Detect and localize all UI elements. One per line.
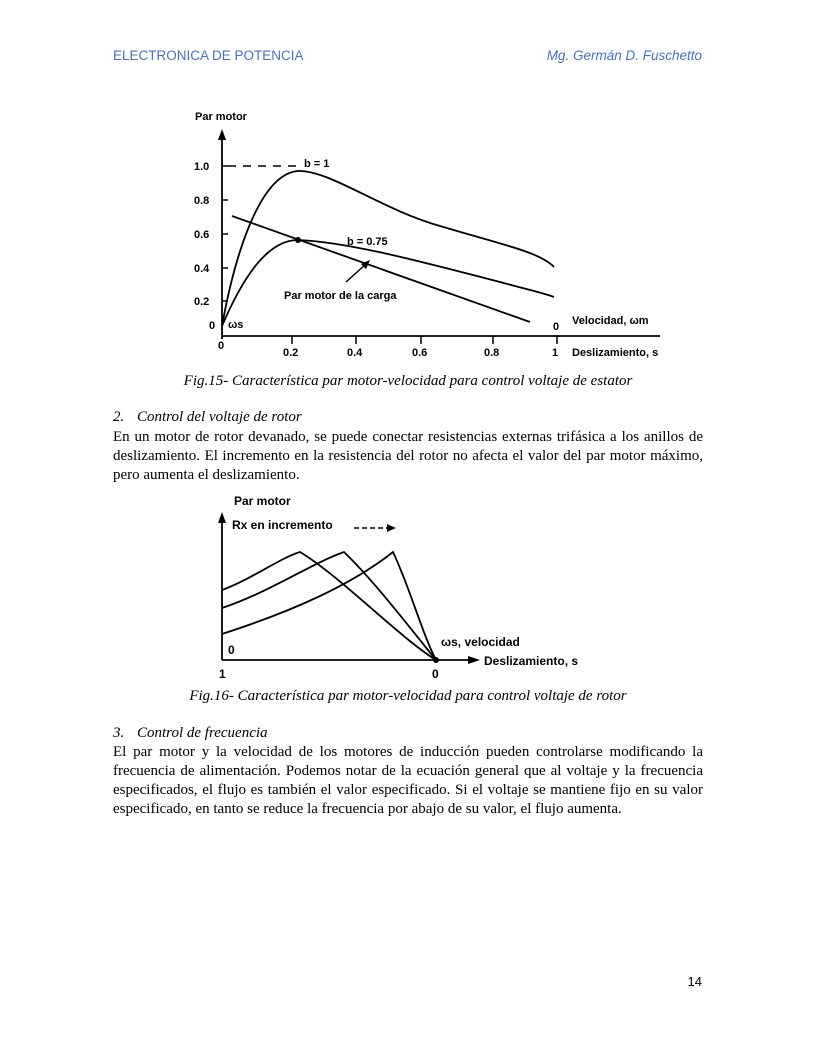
load-torque-line [232,216,530,322]
svg-text:0.2: 0.2 [283,347,299,359]
fig15-right-zero: 0 [553,321,560,333]
fig15-y-arrow [218,129,226,140]
fig15-velocity-label: Velocidad, ωm [572,315,649,327]
figure-16 [200,488,610,688]
svg-text:0.4: 0.4 [194,263,210,275]
svg-text:1: 1 [552,347,559,359]
fig16-curve-3 [222,552,436,660]
svg-text:0: 0 [218,340,225,352]
fig16-ylabel: Par motor [234,494,291,508]
fig16-curve-1 [222,552,436,660]
svg-text:0.8: 0.8 [484,347,500,359]
svg-text:0.8: 0.8 [194,195,210,207]
svg-text:0: 0 [228,643,235,657]
load-pointer [346,264,366,282]
svg-text:0.4: 0.4 [347,347,363,359]
section-3-text: El par motor y la velocidad de los motores de inducción pueden controlarse modificando la frecuencia de alimentación. Podemos notar de la ecuación general que al voltaje y la frecuencia especificados, el flujo es también el valor especificado. Si el voltaje se mantiene fijo en su valor especificado, en tanto se reduce la frecuencia por abajo de su valor, el flujo aumenta. [113,744,703,817]
section-2-text: En un motor de rotor devanado, se puede conectar resistencias externas trifásica a los anillos de deslizamiento. El incremento en la resistencia del rotor no afecta el valor del par motor máximo, pero aumenta el deslizamiento. [113,429,703,483]
figure-15-caption: Fig.15- Característica par motor-velocidad para control voltaje de estator [183,373,633,389]
fig15-b075-label: b = 0.75 [347,236,388,248]
section-2-title: 2. Control del voltaje de rotor [113,409,302,425]
svg-text:0: 0 [209,320,216,332]
fig15-slip-label: Deslizamiento, s [572,347,659,359]
header-title: ELECTRONICA DE POTENCIA [113,48,304,63]
figure-15 [180,104,680,366]
fig15-ws-label: ωs [228,319,244,331]
page-number: 14 [687,974,702,989]
fig16-rx-label: Rx en incremento [232,518,333,532]
fig16-curve-2 [222,552,436,660]
fig15-load-label: Par motor de la carga [284,290,397,302]
fig16-slip-label: Deslizamiento, s [484,654,579,668]
figure-15-plot [180,104,680,366]
fig15-b1-label: b = 1 [304,158,330,170]
svg-text:1: 1 [219,667,226,681]
fig15-ylabel: Par motor [195,111,247,123]
figure-16-plot [200,488,610,688]
svg-text:0.2: 0.2 [194,296,210,308]
header-author: Mg. Germán D. Fuschetto [546,48,702,63]
svg-text:1.0: 1.0 [194,161,210,173]
svg-text:0.6: 0.6 [412,347,428,359]
operating-point [295,237,301,243]
svg-text:0: 0 [432,667,439,681]
section-3-title: 3. Control de frecuencia [113,725,268,741]
svg-text:0.6: 0.6 [194,229,210,241]
fig16-ws-label: ωs, velocidad [441,635,520,649]
figure-16-caption: Fig.16- Característica par motor-velocidad para control voltaje de rotor [189,688,627,704]
